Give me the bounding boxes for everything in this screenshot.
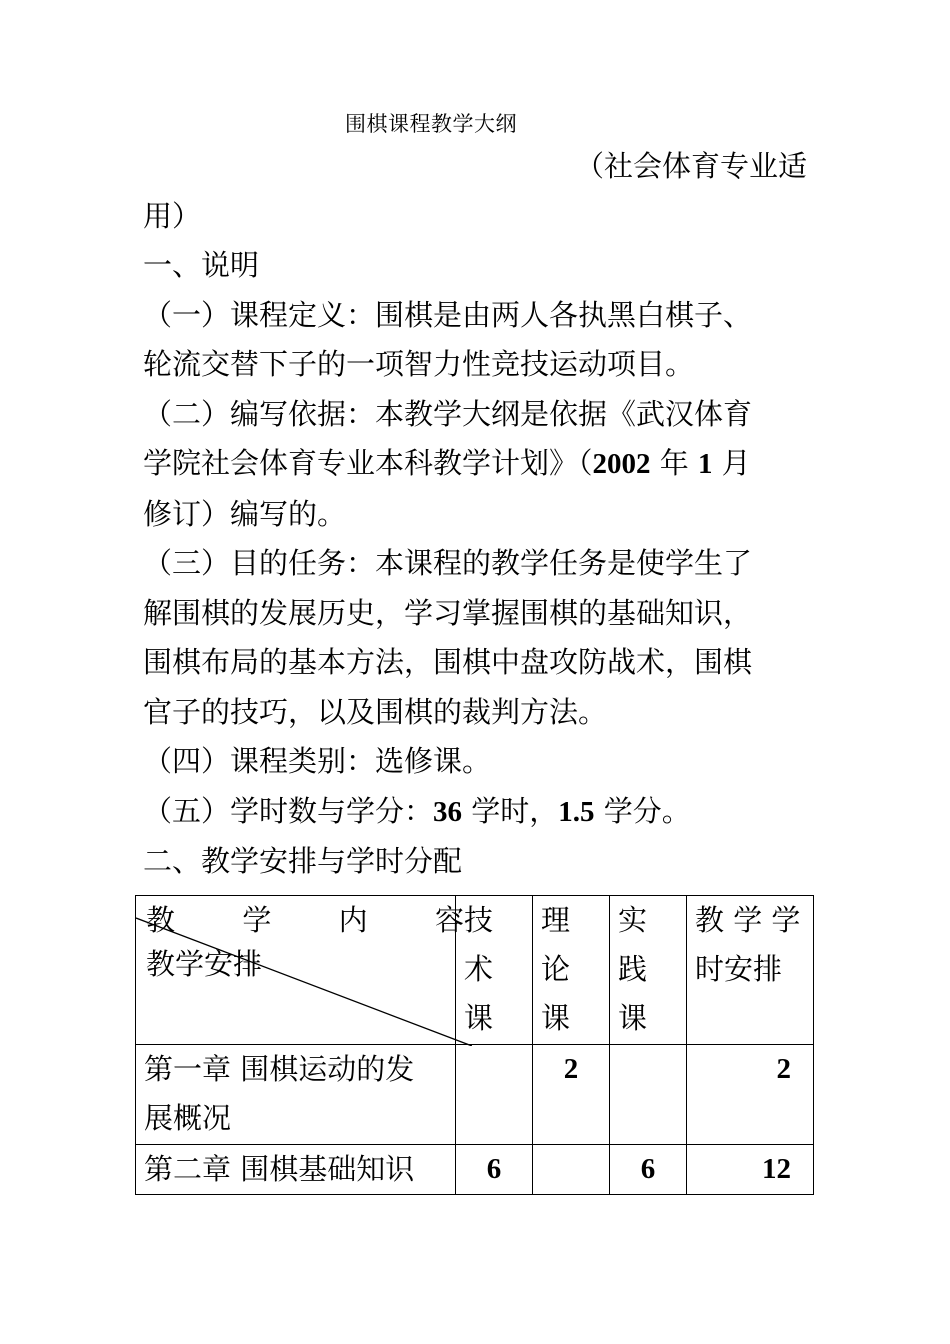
subtitle-line-1: （社会体育专业适 (574, 149, 807, 183)
schedule-table (135, 895, 814, 1195)
paragraph-2-line-3: 修订）编写的。 (143, 496, 347, 531)
header-arrangement-label: 教学安排 (146, 947, 263, 981)
header-practice-course (610, 896, 687, 1045)
paragraph-2-text-a: 学院社会体育专业本科教学计划》（ (143, 446, 593, 480)
header-theory-course (533, 896, 610, 1045)
chapter-cell (136, 1145, 456, 1195)
header-char: 课 (618, 1001, 648, 1035)
header-line: 教 学 学 (695, 903, 801, 937)
chapter-line: 展概况 (144, 1101, 232, 1135)
practice-hours (610, 1045, 687, 1145)
header-line: 时安排 (695, 952, 783, 986)
header-content-label (146, 896, 464, 945)
paragraph-4: （四）课程类别：选修课。 (143, 744, 492, 778)
header-content-char: 内 (338, 903, 368, 937)
theory-hours: 2 (533, 1045, 610, 1145)
total-hours-cell: 12 (687, 1145, 814, 1195)
paragraph-5 (143, 787, 815, 838)
page-title: 围棋课程教学大纲 (345, 112, 517, 136)
header-char: 课 (464, 1001, 494, 1035)
section-heading-1: 一、说明 (143, 248, 260, 282)
paragraph-3-line-2: 解围棋的发展历史，学习掌握围棋的基础知识， (143, 595, 753, 630)
total-hours-cell: 2 (687, 1045, 814, 1145)
revision-year: 2002 (592, 448, 651, 480)
chapter-line: 第一章 围棋运动的发 (144, 1052, 415, 1086)
header-char: 实 (618, 903, 648, 937)
section-heading-2: 二、教学安排与学时分配 (143, 844, 463, 878)
chapter-cell (136, 1045, 456, 1145)
header-total-hours (687, 896, 814, 1045)
paragraph-5-text-b: 学时， (462, 793, 559, 828)
paragraph-5-text-c: 学分。 (594, 793, 691, 828)
paragraph-3-line-3: 围棋布局的基本方法，围棋中盘攻防战术，围棋 (143, 645, 753, 679)
header-char: 术 (464, 952, 494, 986)
header-char: 理 (541, 903, 571, 937)
tech-hours (456, 1045, 533, 1145)
header-content-char: 容 (434, 903, 464, 937)
subtitle-line-2: 用） (143, 198, 202, 233)
header-content-char: 教 (146, 903, 176, 937)
paragraph-3-line-4: 官子的技巧，以及围棋的裁判方法。 (143, 694, 608, 729)
table-row (136, 1145, 814, 1195)
paragraph-2-line-1: （二）编写依据：本教学大纲是依据《武汉体育 (143, 396, 753, 431)
table-header-row (136, 896, 814, 1045)
paragraph-3-line-1: （三）目的任务：本课程的教学任务是使学生了 (143, 546, 753, 580)
paragraph-2-line-2 (143, 439, 815, 490)
document-body (143, 142, 815, 887)
total-hours: 36 (433, 795, 463, 828)
header-char: 技 (464, 903, 494, 937)
paragraph-1-line-1: （一）课程定义：围棋是由两人各执黑白棋子、 (143, 297, 753, 332)
paragraph-1-line-2: 轮流交替下子的一项智力性竞技运动项目。 (143, 347, 695, 381)
credits: 1.5 (558, 795, 595, 828)
header-diagonal-cell (136, 896, 464, 1045)
theory-hours (533, 1145, 610, 1195)
table-row (136, 1045, 814, 1145)
header-content-char: 学 (242, 903, 272, 937)
chapter-line: 第二章 围棋基础知识 (144, 1152, 415, 1186)
header-char: 课 (541, 1001, 571, 1035)
paragraph-2-text-c: 月 (712, 446, 751, 480)
practice-hours: 6 (610, 1145, 687, 1195)
paragraph-5-text-a: （五）学时数与学分： (143, 793, 434, 828)
tech-hours: 6 (456, 1145, 533, 1195)
paragraph-2-text-b: 年 (650, 446, 698, 480)
header-char: 践 (618, 952, 648, 986)
revision-month: 1 (697, 448, 713, 480)
header-char: 论 (541, 952, 571, 986)
